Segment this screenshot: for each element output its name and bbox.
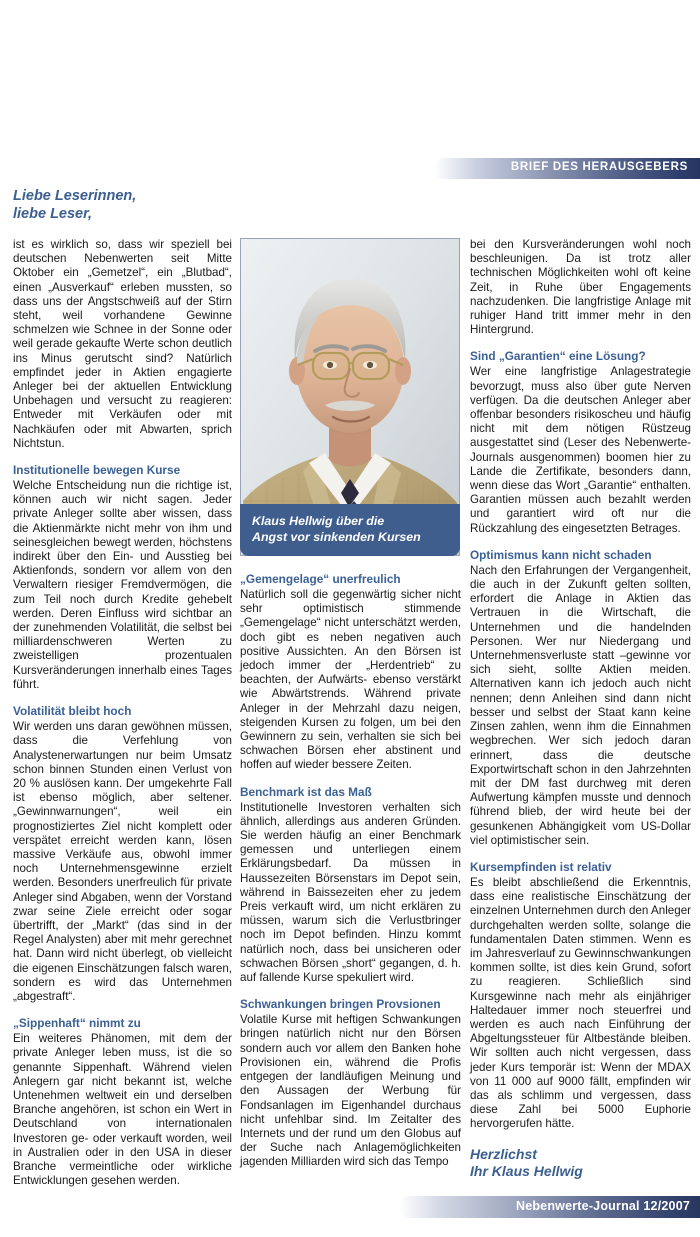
photo-caption-line-2: Angst vor sinkenden Kursen: [252, 530, 421, 544]
section-subheading: „Gemengelage“ unerfreulich: [240, 572, 401, 586]
body-paragraph: bei den Kursveränderungen wohl noch beschleunigen. Da ist trotz aller technischen Möglichkeiten wohl oft keine Zeit, in Ruhe über Engagements nachzudenken. Die langfristige Anlage mit ruhiger Hand tritt immer mehr in den Hintergrund.: [470, 238, 691, 337]
photo-caption-line-1: Klaus Hellwig über die: [252, 514, 385, 528]
section-subheading: Kursempfinden ist relativ: [470, 859, 612, 874]
salutation-line-1: Liebe Leserinnen,: [13, 188, 137, 204]
body-paragraph: Institutionelle Investoren verhalten sich ähnlich, allerdings aus anderen Gründen. Sie werden häufig an einer Benchmark gemessen und unterliegen einem Erklärungsbedarf. Da müssen in Haussezeiten Börsenstars im Depot sein, während in Baissezeiten eher zu jedem Preis verkauft wird, um nicht erklären zu müssen, warum sich die Verlustbringer noch im Depot befinden. Hinzu kommt natürlich noch, dass bei unsicheren oder schwachen Börsen „short“ gegangen, d. h. auf fallende Kurse spekuliert wird.: [240, 800, 461, 985]
body-paragraph: Wir werden uns daran gewöhnen müssen, dass die Verfehlung von Analystenerwartungen nur beim Umsatz schon binnen Stunden einen Verlust von 20 % auslösen kann. Der umgekehrte Fall ist ebenso möglich, aber seltener. „Gewinnwarnungen“, weil ein prognostiziertes Ziel nicht komplett oder verspätet erreicht werden kann, lösen massive Verkäufe aus, obwohl immer noch Unternehmensgewinne erzielt werden. Besonders unerfreulich für private Anleger sind Abgaben, wenn der Vorstand zwar seine Ziele erreicht oder sogar übertrifft, der „Markt“ (das sind in der Regel Analysten) aber mit mehr gerechnet hat. Dann wird nicht überlegt, ob vielleicht die eigenen Einschätzungen falsch waren, sondern es wird das Unternehmen „abgestraft“.: [13, 720, 232, 1003]
body-paragraph: Welche Entscheidung nun die richtige ist, können auch wir nicht sagen. Jeder private Anleger sollte aber wissen, dass die Aktienmärkte nicht mehr von ihm und seinesgleichen bewegt werden, höchstens indirekt über den Ein- und Ausstieg bei Aktienfonds, sondern vor allem von den Verwaltern riesiger Fremdvermögen, die zum Teil noch durch Kredite gehebelt werden. Deren Einfluss wird sichtbar an der zunehmenden Volatilität, die selbst bei milliardenschweren Werten zu zweistelligen prozentualen Kursveränderungen innerhalb eines Tages führt.: [13, 479, 232, 691]
portrait-photo-block: [240, 238, 460, 556]
footer-banner: [399, 1196, 700, 1218]
section-subheading: Optimismus kann nicht schaden: [470, 547, 652, 562]
text-column-middle: [240, 572, 461, 1170]
salutation: [13, 188, 233, 223]
section-subheading: Institutionelle bewegen Kurse: [13, 463, 181, 478]
section-subheading: „Sippenhaft“ nimmt zu: [13, 1016, 141, 1031]
section-subheading: Sind „Garantien“ eine Lösung?: [470, 349, 646, 364]
body-paragraph: Volatile Kurse mit heftigen Schwankungen bringen natürlich nicht nur den Börsen sondern auch vor allem den Banken hohe Provisionen ein, während die Profis entgegen der landläufigen Meinung und den Aussagen der Werbung für Fondsanlagen im Eigenhandel durchaus nicht unfehlbar sind. Im Zeitalter des Internets und der rund um den Globus auf der Suche nach Anlagemöglichkeiten jagenden Milliarden wird sich das Tempo: [240, 1013, 461, 1169]
body-paragraph: Wer eine langfristige Anlagestrategie bevorzugt, muss also über gute Nerven verfügen. Da die deutschen Anleger aber offenbar besonders risikoscheu und häufig nicht mit dem nötigen Rüstzeug ausgestattet sind (Leser des Nebenwerte-Journals ausgenommen) boomen hier zu Lande die Zertifikate, besonders dann, wenn diese das Wort „Garantie“ enthalten. Garantien müssen auch bezahlt werden und garantiert wird oft nur die Rückzahlung des eingesetzten Betrages.: [470, 365, 691, 535]
footer-label: Nebenwerte-Journal 12/2007: [515, 1199, 690, 1213]
section-subheading: Volatilität bleibt hoch: [13, 704, 132, 719]
body-paragraph: Natürlich soll die gegenwärtig sicher nicht sehr optimistisch stimmende „Gemengelage“ nicht unterschätzt werden, doch gibt es neben negativen auch positive Aussichten. An den Börsen ist jedoch immer der „Herdentrieb“ zu beachten, der Aufwärts- ebenso verstärkt wie Abwärtstrends. Während private Anleger in der Mehrzahl dazu neigen, steigenden Kursen zu folgen, um bei den Gewinnern zu sein, verhalten sie sich bei schwachen Börsen eher abstinent und hoffen auf wieder bessere Zeiten.: [240, 588, 461, 772]
text-column-left: [13, 238, 232, 1188]
photo-caption: [240, 504, 460, 556]
signoff: [470, 1146, 691, 1180]
header-banner-label: BRIEF DES HERAUSGEBERS: [510, 161, 688, 173]
body-paragraph: Nach den Erfahrungen der Vergangenheit, die auch in der Zukunft gelten sollten, erfordert die Anlage in Aktien das Vertrauen in die Wirtschaft, die Unternehmen und die handelnden Personen. Wer nur Niedergang und Unternehmensverluste statt –gewinne vor sich sieht, sollte Aktien meiden. Alternativen kann ich jedoch auch nicht nennen; denn Anleihen sind dann nicht besser und selbst der Staat kann keine Zinsen zahlen, wenn ihm die Einnahmen wegbrechen. Wer sich jedoch daran erinnert, dass die deutsche Exportwirtschaft schon in den Jahrzehnten mit der DM fast durchweg mit deren Aufwertung kämpfen musste und dennoch führend blieb, der wird heute bei der gesunkenen Abhängigkeit vom US-Dollar viel optimistischer sein.: [470, 563, 691, 847]
text-column-right: [470, 238, 691, 1132]
body-paragraph: Ein weiteres Phänomen, mit dem der private Anleger leben muss, ist die so genannte Sippenhaft. Während vielen Anlegern gar nicht bekannt ist, welche Untenehmen weltweit ein und derselben Branche angehören, ist schon ein Wert in Deutschland von internationalen Investoren ge- oder verkauft worden, weil in Australien oder in den USA in dieser Branche vermeintliche oder wirkliche Entwicklungen gesehen werden.: [13, 1032, 232, 1188]
body-paragraph: ist es wirklich so, dass wir speziell bei deutschen Nebenwerten seit Mitte Oktober ein „Gemetzel“, ein „Blutbad“, einen „Ausverkauf“ erleben mussten, so dass uns der Angstschweiß auf der Stirn steht, weil vorhandene Gewinne schmelzen wie Schnee in der Sonne oder weil gerade gekaufte Werte schon deutlich ins Minus gerutscht sind? Natürlich empfindet jeder in Aktien engagierte Anleger bei der aktuellen Entwicklung Unbehagen und versucht zu reagieren: Entweder mit Verkäufen oder mit Nachkäufen oder mit Abwarten, sprich Nichtstun.: [13, 238, 232, 450]
signoff-line-1: Herzlichst: [470, 1146, 537, 1162]
body-paragraph: Es bleibt abschließend die Erkenntnis, dass eine realistische Einschätzung der einzelnen Unternehmen durch den Anleger durchgehalten werden sollte, solange die fundamentalen Daten stimmen. Wenn es im Jahresverlauf zu Gewinnschwankungen kommen sollte, ist dies kein Grund, sofort zu reagieren. Schließlich sind Kursgewinne nach mehr als einjähriger Haltedauer immer noch steuerfrei und werden es auch nach Einführung der Abgeltungssteuer für Altbestände bleiben. Wir sollten auch nicht vergessen, dass jeder Kurs temporär ist: Wenn der MDAX von 11 000 auf 9000 fällt, empfinden wir das als schlimm und vergessen, dass diese Zahl bei 5000 Euphorie hervorgerufen hätte.: [470, 875, 691, 1131]
section-subheading: Schwankungen bringen Provsionen: [240, 997, 441, 1012]
header-banner: [434, 158, 700, 179]
signoff-line-2: Ihr Klaus Hellwig: [470, 1163, 583, 1179]
salutation-line-2: liebe Leser,: [13, 205, 92, 222]
section-subheading: Benchmark ist das Maß: [240, 784, 372, 799]
